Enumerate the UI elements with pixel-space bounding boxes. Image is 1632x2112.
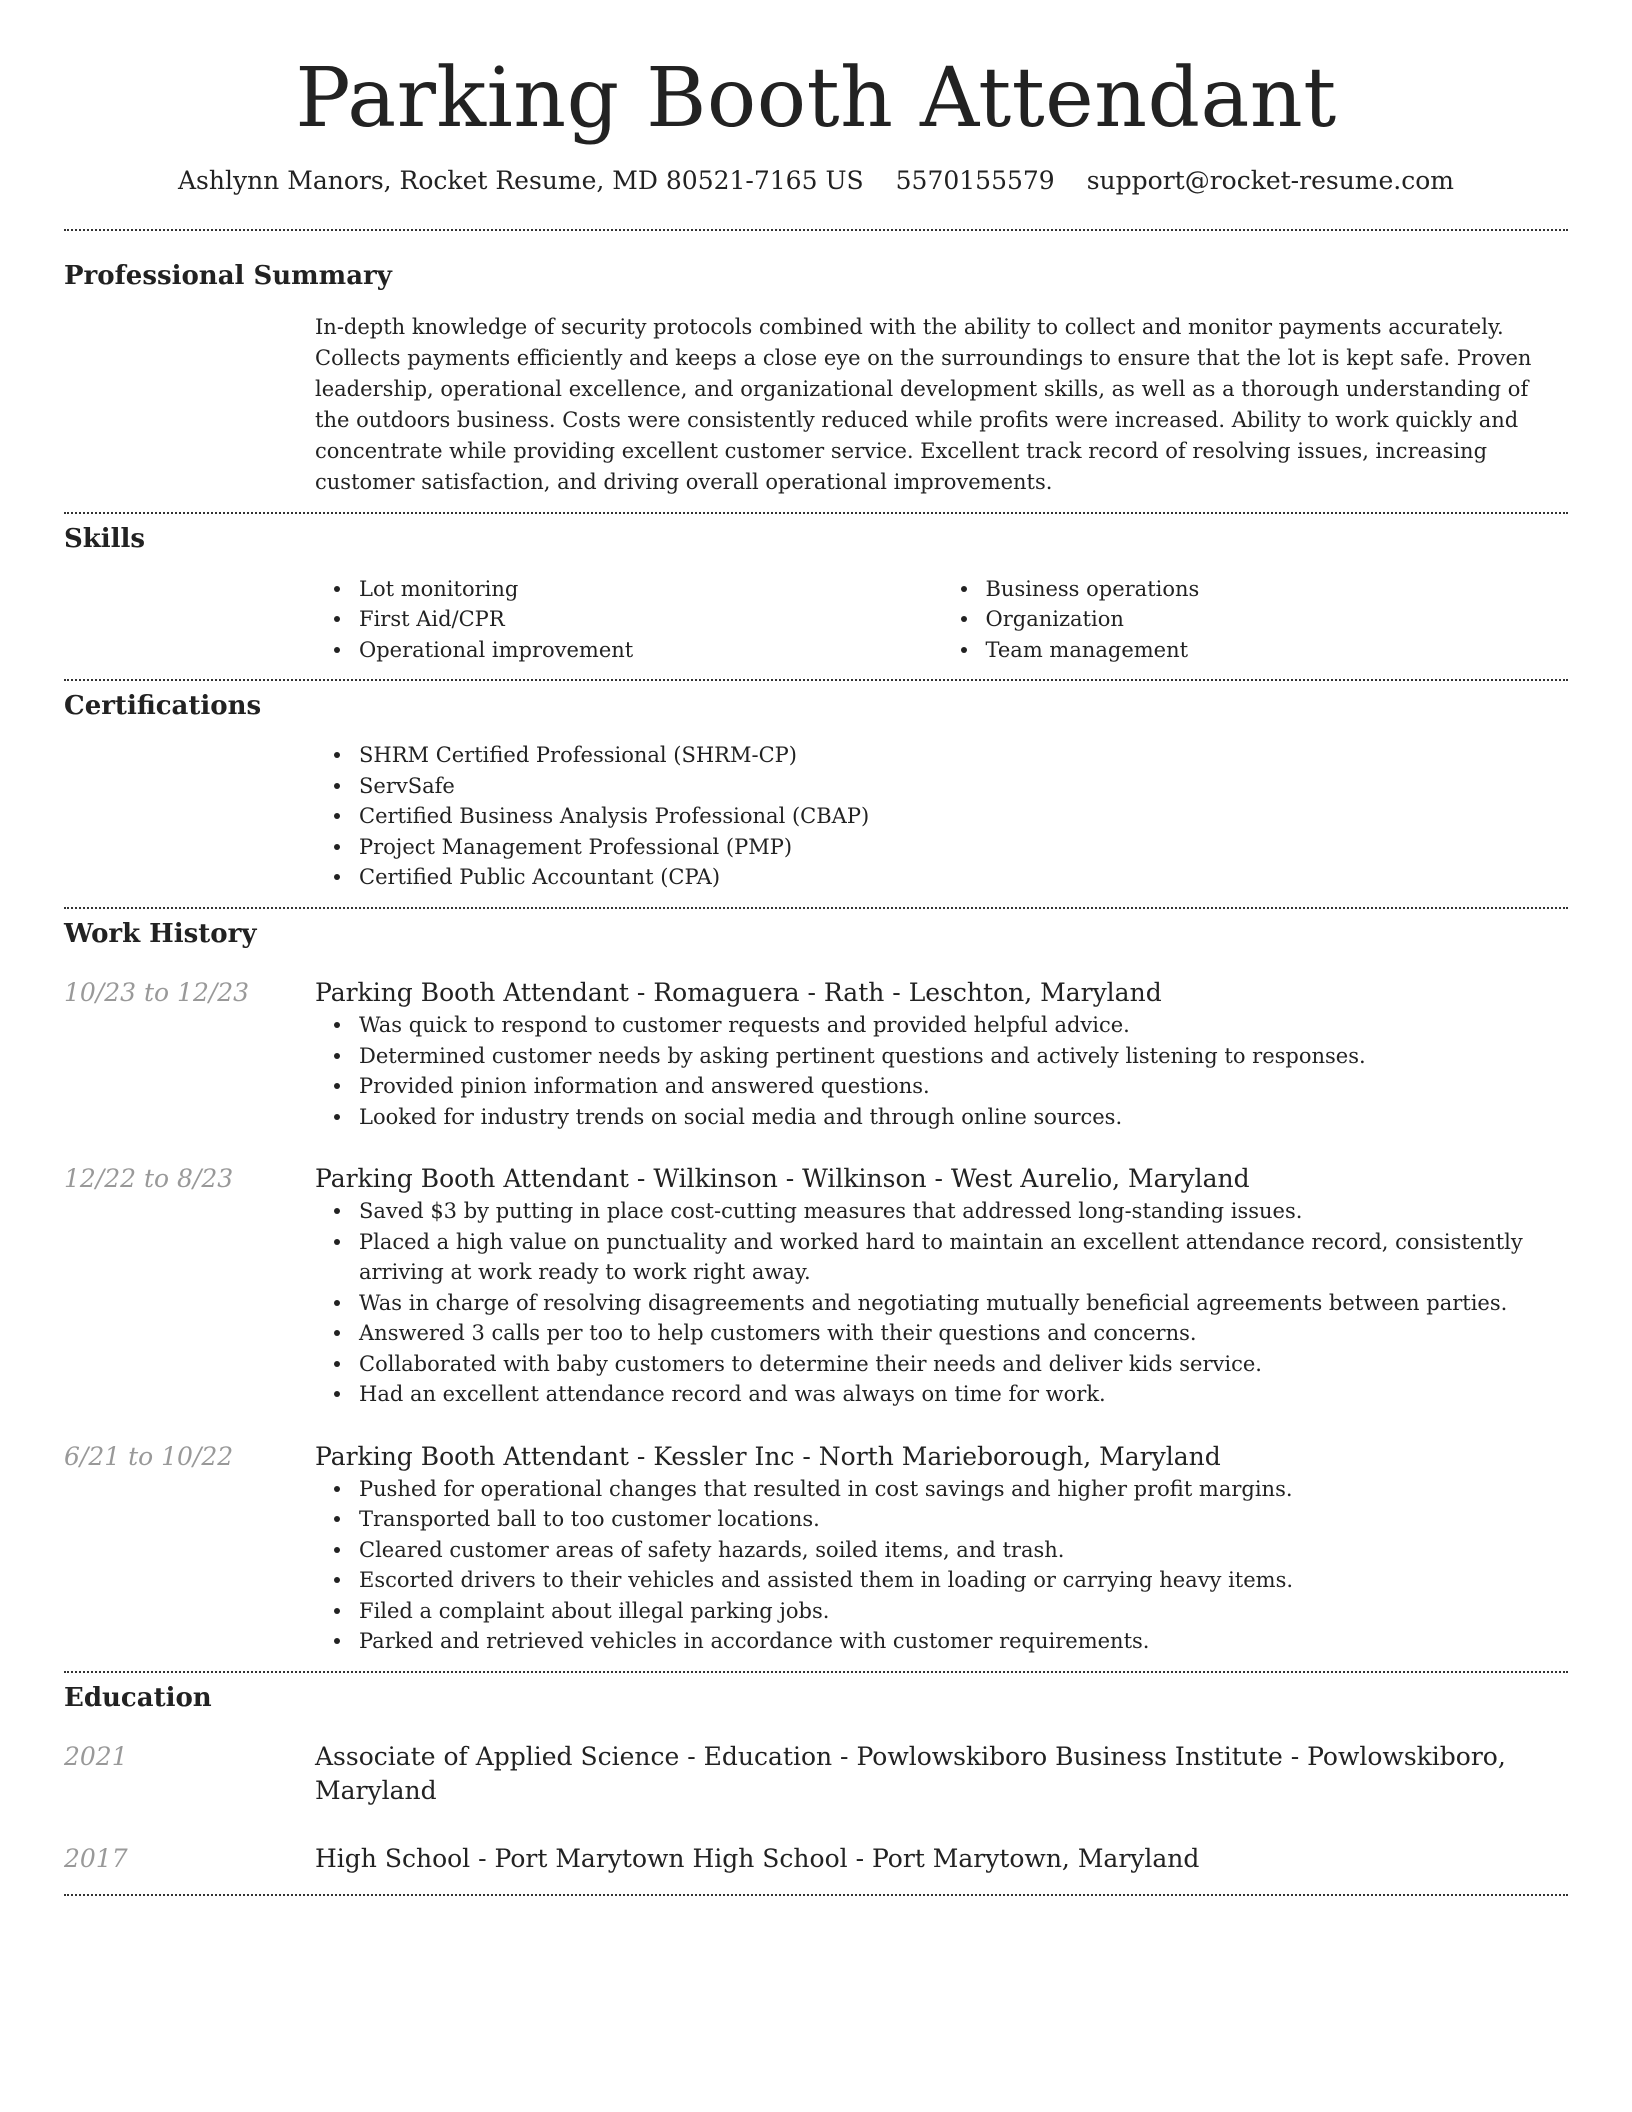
education-title: Associate of Applied Science - Education - Powlowskiboro Business Institute - Powlowskiboro, Maryland — [315, 1741, 1506, 1805]
summary-text: In-depth knowledge of security protocols combined with the ability to collect and monitor payments accurately. Collects payments efficiently and keeps a close eye on the surroundings to ensure that the lot is kept safe. Proven leadership, operational excellence, and organizational development skills, as well as a thorough understanding of the outdoors business. Costs were consistently reduced while profits were increased. Ability to work quickly and concentrate while providing excellent customer service. Excellent track record of resolving issues, increasing customer satisfaction, and driving overall operational improvements. — [315, 315, 1532, 495]
summary-section — [64, 231, 1568, 512]
skills-list-left — [315, 574, 942, 666]
education-entry — [64, 1808, 1568, 1894]
certification-item: ServSafe — [359, 771, 1568, 802]
skill-item: Business operations — [986, 574, 1569, 605]
page-title: Parking Booth Attendant — [295, 51, 1337, 146]
job-bullet: Answered 3 calls per too to help customers with their questions and concerns. — [359, 1318, 1568, 1349]
job-title: Parking Booth Attendant - Wilkinson - Wilkinson - West Aurelio, Maryland — [315, 1164, 1250, 1194]
job-bullet: Was in charge of resolving disagreements and negotiating mutually beneficial agreements between parties. — [359, 1288, 1568, 1319]
certifications-section — [64, 681, 1568, 907]
job-bullet: Was quick to respond to customer requests and provided helpful advice. — [359, 1010, 1568, 1041]
job-bullet: Filed a complaint about illegal parking jobs. — [359, 1596, 1568, 1627]
section-heading-education: Education — [64, 1682, 212, 1713]
job-bullet: Transported ball to too customer locations. — [359, 1504, 1568, 1535]
job-bullet: Collaborated with baby customers to determine their needs and deliver kids service. — [359, 1349, 1568, 1380]
job-bullet: Determined customer needs by asking pertinent questions and actively listening to responses. — [359, 1041, 1568, 1072]
contact-phone: 5570155579 — [895, 166, 1055, 196]
job-entry — [64, 1132, 1568, 1410]
job-bullet: Escorted drivers to their vehicles and assisted them in loading or carrying heavy items. — [359, 1565, 1568, 1596]
contact-line — [64, 166, 1568, 195]
job-bullet: Cleared customer areas of safety hazards, soiled items, and trash. — [359, 1535, 1568, 1566]
certifications-list — [315, 740, 1568, 893]
section-heading-certifications: Certifications — [64, 691, 262, 722]
skill-item: First Aid/CPR — [359, 604, 942, 635]
education-section — [64, 1673, 1568, 1894]
skill-item: Organization — [986, 604, 1569, 635]
resume-header — [64, 0, 1568, 195]
contact-email: support@rocket-resume.com — [1086, 166, 1455, 196]
certification-item: Certified Business Analysis Professional (CBAP) — [359, 801, 1568, 832]
skill-item: Team management — [986, 635, 1569, 666]
certification-item: SHRM Certified Professional (SHRM-CP) — [359, 740, 1568, 771]
job-title: Parking Booth Attendant - Kessler Inc - North Marieborough, Maryland — [315, 1441, 1221, 1471]
section-heading-summary: Professional Summary — [64, 261, 392, 292]
skills-list-right — [942, 574, 1569, 666]
job-bullet: Pushed for operational changes that resulted in cost savings and higher profit margins. — [359, 1474, 1568, 1505]
job-bullet: Had an excellent attendance record and was always on time for work. — [359, 1379, 1568, 1410]
job-entry — [64, 950, 1568, 1132]
section-heading-work: Work History — [64, 918, 257, 949]
job-title: Parking Booth Attendant - Romaguera - Rath - Leschton, Maryland — [315, 978, 1162, 1008]
job-bullet: Looked for industry trends on social media and through online sources. — [359, 1102, 1568, 1133]
education-year: 2021 — [64, 1741, 128, 1771]
education-entry — [64, 1714, 1568, 1808]
section-heading-skills: Skills — [64, 524, 146, 555]
work-history-section — [64, 909, 1568, 1671]
certification-item: Certified Public Accountant (CPA) — [359, 862, 1568, 893]
job-bullets — [315, 1196, 1568, 1410]
section-divider — [64, 1894, 1568, 1896]
job-bullets — [315, 1474, 1568, 1657]
contact-address: Ashlynn Manors, Rocket Resume, MD 80521-7165 US — [177, 166, 864, 196]
education-year: 2017 — [64, 1843, 128, 1873]
job-dates: 6/21 to 10/22 — [64, 1441, 234, 1471]
job-bullets — [315, 1010, 1568, 1132]
job-dates: 10/23 to 12/23 — [64, 978, 250, 1008]
job-dates: 12/22 to 8/23 — [64, 1164, 234, 1194]
job-bullet: Placed a high value on punctuality and worked hard to maintain an excellent attendance record, consistently arriving at work ready to work right away. — [359, 1227, 1568, 1288]
skill-item: Operational improvement — [359, 635, 942, 666]
job-bullet: Parked and retrieved vehicles in accordance with customer requirements. — [359, 1626, 1568, 1657]
skill-item: Lot monitoring — [359, 574, 942, 605]
job-bullet: Provided pinion information and answered questions. — [359, 1071, 1568, 1102]
education-title: High School - Port Marytown High School - Port Marytown, Maryland — [315, 1843, 1200, 1873]
job-entry — [64, 1410, 1568, 1671]
certification-item: Project Management Professional (PMP) — [359, 832, 1568, 863]
job-bullet: Saved $3 by putting in place cost-cutting measures that addressed long-standing issues. — [359, 1196, 1568, 1227]
skills-section — [64, 514, 1568, 679]
